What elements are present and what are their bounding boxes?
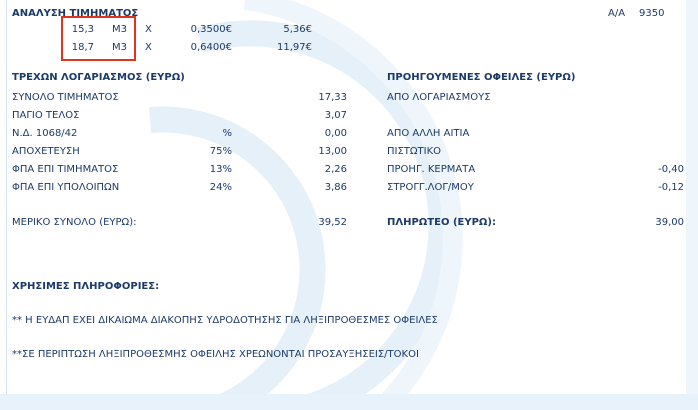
current-row-label: ΠΑΓΙΟ ΤΕΛΟΣ xyxy=(12,110,80,121)
previous-row-label: ΑΠΟ ΛΟΓΑΡΙΑΣΜΟΥΣ xyxy=(387,92,491,103)
previous-row-value: -0,12 xyxy=(658,182,684,193)
consumption-operator: Χ xyxy=(145,42,152,53)
current-row-label: ΦΠΑ ΕΠΙ ΥΠΟΛΟΙΠΩΝ xyxy=(12,182,120,193)
consumption-rate: 0,3500€ xyxy=(190,24,232,35)
current-row-pct: 13% xyxy=(209,164,232,175)
highlight-annotation-box xyxy=(61,16,136,61)
current-row-value: 3,07 xyxy=(324,110,347,121)
previous-row-label: ΠΡΟΗΓ. ΚΕΡΜΑΤΑ xyxy=(387,164,476,175)
aa-label: Α/Α xyxy=(608,8,626,19)
previous-row-label: ΑΠΟ ΑΛΛΗ ΑΙΤΙΑ xyxy=(387,128,470,139)
aa-value: 9350 xyxy=(639,8,665,19)
consumption-rate: 0,6400€ xyxy=(190,42,232,53)
subtotal-label: ΜΕΡΙΚΟ ΣΥΝΟΛΟ (ΕΥΡΩ): xyxy=(12,217,137,228)
consumption-unit: Μ3 xyxy=(112,42,127,53)
current-row-value: 2,26 xyxy=(324,164,347,175)
current-row-label: ΣΥΝΟΛΟ ΤΙΜΗΜΑΤΟΣ xyxy=(12,92,119,103)
current-row-pct: 24% xyxy=(209,182,232,193)
consumption-amount: 11,97€ xyxy=(277,42,312,53)
payable-value: 39,00 xyxy=(655,217,684,228)
info-heading: ΧΡΗΣΙΜΕΣ ΠΛΗΡΟΦΟΡΙΕΣ: xyxy=(12,281,160,292)
current-row-pct: 75% xyxy=(209,146,232,157)
footer-band xyxy=(0,394,698,410)
previous-debts-heading: ΠΡΟΗΓΟΥΜΕΝΕΣ ΟΦΕΙΛΕΣ (ΕΥΡΩ) xyxy=(387,72,576,83)
consumption-operator: Χ xyxy=(145,24,152,35)
payable-label: ΠΛΗΡΩΤΕΟ (ΕΥΡΩ): xyxy=(387,217,496,228)
current-row-value: 17,33 xyxy=(318,92,347,103)
info-note: ** Η ΕΥΔΑΠ ΕΧΕΙ ΔΙΚΑΙΩΜΑ ΔΙΑΚΟΠΗΣ ΥΔΡΟΔΟΤΗΣΗΣ ΓΙΑ ΛΗΞΙΠΡΟΘΕΣΜΕΣ ΟΦΕΙΛΕΣ xyxy=(12,315,438,326)
info-note: **ΣΕ ΠΕΡΙΠΤΩΣΗ ΛΗΞΙΠΡΟΘΕΣΜΗΣ ΟΦΕΙΛΗΣ ΧΡΕΩΝΟΝΤΑΙ ΠΡΟΣΑΥΞΗΣΕΙΣ/ΤΟΚΟΙ xyxy=(12,349,419,360)
current-row-value: 3,86 xyxy=(324,182,347,193)
current-row-label: ΑΠΟΧΕΤΕΥΣΗ xyxy=(12,146,80,157)
current-account-heading: ΤΡΕΧΩΝ ΛΟΓΑΡΙΑΣΜΟΣ (ΕΥΡΩ) xyxy=(12,72,185,83)
consumption-amount: 5,36€ xyxy=(283,24,312,35)
current-row-value: 13,00 xyxy=(318,146,347,157)
current-row-value: 0,00 xyxy=(324,128,347,139)
current-row-label: ΦΠΑ ΕΠΙ ΤΙΜΗΜΑΤΟΣ xyxy=(12,164,119,175)
previous-row-label: ΠΙΣΤΩΤΙΚΟ xyxy=(387,146,442,157)
consumption-qty: 15,3 xyxy=(71,24,94,35)
subtotal-value: 39,52 xyxy=(318,217,347,228)
consumption-unit: Μ3 xyxy=(112,24,127,35)
previous-row-value: -0,40 xyxy=(658,164,684,175)
edge-strip xyxy=(686,0,698,410)
section-title: ΑΝΑΛΥΣΗ ΤΙΜΗΜΑΤΟΣ xyxy=(12,8,139,19)
previous-row-label: ΣΤΡΟΓΓ.ΛΟΓ/ΜΟΥ xyxy=(387,182,474,193)
current-row-label: Ν.Δ. 1068/42 xyxy=(12,128,78,139)
current-row-pct: % xyxy=(222,128,232,139)
consumption-qty: 18,7 xyxy=(71,42,94,53)
